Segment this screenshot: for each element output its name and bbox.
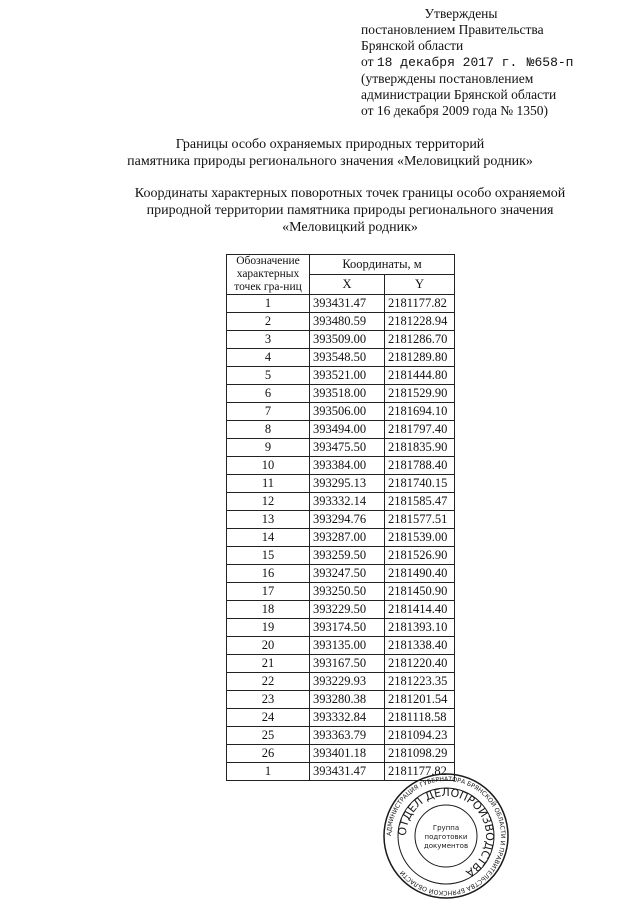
x-coordinate-cell: 393135.00 <box>310 637 385 655</box>
x-coordinate-cell: 393167.50 <box>310 655 385 673</box>
point-number-cell: 13 <box>227 511 310 529</box>
y-coordinate-cell: 2181694.10 <box>385 403 455 421</box>
x-coordinate-cell: 393229.93 <box>310 673 385 691</box>
approval-heading: Утверждены <box>424 6 498 21</box>
point-number-cell: 18 <box>227 601 310 619</box>
table-caption <box>100 185 600 236</box>
point-number-cell: 5 <box>227 367 310 385</box>
y-coordinate-cell: 2181414.40 <box>385 601 455 619</box>
y-coordinate-cell: 2181118.58 <box>385 709 455 727</box>
x-coordinate-cell: 393521.00 <box>310 367 385 385</box>
table-row <box>227 493 455 511</box>
point-number-cell: 3 <box>227 331 310 349</box>
x-coordinate-cell: 393250.50 <box>310 583 385 601</box>
approval-date-prefix: от <box>361 54 374 69</box>
table-caption-line: природной территории памятника природы регионального значения <box>146 203 554 218</box>
stamp-center-line: документов <box>423 842 469 850</box>
header-coordinates: Координаты, м <box>310 255 455 275</box>
x-coordinate-cell: 393259.50 <box>310 547 385 565</box>
header-point-label: Обозначение характерных точек гра-ниц <box>227 255 310 295</box>
y-coordinate-cell: 2181835.90 <box>385 439 455 457</box>
point-number-cell: 7 <box>227 403 310 421</box>
x-coordinate-cell: 393247.50 <box>310 565 385 583</box>
table-row <box>227 529 455 547</box>
x-coordinate-cell: 393431.47 <box>310 763 385 781</box>
x-coordinate-cell: 393332.84 <box>310 709 385 727</box>
point-number-cell: 9 <box>227 439 310 457</box>
table-row <box>227 349 455 367</box>
approval-line: администрации Брянской области <box>361 87 557 102</box>
approval-line: Брянской области <box>361 38 464 53</box>
table-caption-line: «Меловицкий родник» <box>282 220 418 235</box>
header-y: Y <box>385 275 455 295</box>
table-row <box>227 691 455 709</box>
coordinates-table-body <box>227 295 455 781</box>
x-coordinate-cell: 393287.00 <box>310 529 385 547</box>
stamp-ring-text: ОТДЕЛ ДЕЛОПРОИЗВОДСТВА <box>395 785 497 880</box>
table-row <box>227 745 455 763</box>
x-coordinate-cell: 393332.14 <box>310 493 385 511</box>
table-row <box>227 655 455 673</box>
point-number-cell: 6 <box>227 385 310 403</box>
x-coordinate-cell: 393548.50 <box>310 349 385 367</box>
page-title <box>0 136 640 170</box>
x-coordinate-cell: 393494.00 <box>310 421 385 439</box>
y-coordinate-cell: 2181577.51 <box>385 511 455 529</box>
x-coordinate-cell: 393174.50 <box>310 619 385 637</box>
y-coordinate-cell: 2181529.90 <box>385 385 455 403</box>
official-stamp <box>382 772 510 900</box>
approval-date-value: 18 декабря 2017 г. <box>376 55 518 70</box>
x-coordinate-cell: 393509.00 <box>310 331 385 349</box>
y-coordinate-cell: 2181223.35 <box>385 673 455 691</box>
point-number-cell: 1 <box>227 295 310 313</box>
y-coordinate-cell: 2181585.47 <box>385 493 455 511</box>
point-number-cell: 15 <box>227 547 310 565</box>
y-coordinate-cell: 2181526.90 <box>385 547 455 565</box>
x-coordinate-cell: 393506.00 <box>310 403 385 421</box>
page-title-line: памятника природы регионального значения «Меловицкий родник» <box>127 154 533 169</box>
x-coordinate-cell: 393280.38 <box>310 691 385 709</box>
point-number-cell: 16 <box>227 565 310 583</box>
point-number-cell: 19 <box>227 619 310 637</box>
table-row <box>227 547 455 565</box>
y-coordinate-cell: 2181338.40 <box>385 637 455 655</box>
point-number-cell: 23 <box>227 691 310 709</box>
approval-date-line <box>361 54 621 71</box>
x-coordinate-cell: 393295.13 <box>310 475 385 493</box>
y-coordinate-cell: 2181220.40 <box>385 655 455 673</box>
x-coordinate-cell: 393229.50 <box>310 601 385 619</box>
y-coordinate-cell: 2181797.40 <box>385 421 455 439</box>
y-coordinate-cell: 2181450.90 <box>385 583 455 601</box>
table-row <box>227 367 455 385</box>
y-coordinate-cell: 2181393.10 <box>385 619 455 637</box>
x-coordinate-cell: 393294.76 <box>310 511 385 529</box>
point-number-cell: 26 <box>227 745 310 763</box>
stamp-center-line: Группа <box>432 824 460 832</box>
page-title-line: Границы особо охраняемых природных территорий <box>175 137 485 152</box>
table-row <box>227 475 455 493</box>
coordinates-table <box>226 254 455 781</box>
y-coordinate-cell: 2181201.54 <box>385 691 455 709</box>
y-coordinate-cell: 2181539.00 <box>385 529 455 547</box>
table-row <box>227 511 455 529</box>
point-number-cell: 8 <box>227 421 310 439</box>
approval-line: постановлением Правительства <box>361 22 544 37</box>
table-row <box>227 295 455 313</box>
table-row <box>227 439 455 457</box>
y-coordinate-cell: 2181098.29 <box>385 745 455 763</box>
point-number-cell: 22 <box>227 673 310 691</box>
point-number-cell: 25 <box>227 727 310 745</box>
point-number-cell: 1 <box>227 763 310 781</box>
table-row <box>227 601 455 619</box>
point-number-cell: 2 <box>227 313 310 331</box>
table-row <box>227 619 455 637</box>
y-coordinate-cell: 2181177.82 <box>385 295 455 313</box>
table-row <box>227 331 455 349</box>
point-number-cell: 20 <box>227 637 310 655</box>
y-coordinate-cell: 2181177.82 <box>385 763 455 781</box>
approval-line: от 16 декабря 2009 года № 1350) <box>361 103 549 118</box>
y-coordinate-cell: 2181788.40 <box>385 457 455 475</box>
table-row <box>227 565 455 583</box>
table-row <box>227 709 455 727</box>
y-coordinate-cell: 2181094.23 <box>385 727 455 745</box>
table-row <box>227 637 455 655</box>
point-number-cell: 10 <box>227 457 310 475</box>
approval-number-value: №658-п <box>526 55 574 70</box>
table-caption-line: Координаты характерных поворотных точек границы особо охраняемой <box>134 186 566 201</box>
y-coordinate-cell: 2181286.70 <box>385 331 455 349</box>
x-coordinate-cell: 393363.79 <box>310 727 385 745</box>
point-number-cell: 21 <box>227 655 310 673</box>
x-coordinate-cell: 393480.59 <box>310 313 385 331</box>
point-number-cell: 14 <box>227 529 310 547</box>
y-coordinate-cell: 2181490.40 <box>385 565 455 583</box>
table-row <box>227 385 455 403</box>
x-coordinate-cell: 393384.00 <box>310 457 385 475</box>
y-coordinate-cell: 2181289.80 <box>385 349 455 367</box>
stamp-center-line: подготовки <box>424 833 468 841</box>
y-coordinate-cell: 2181740.15 <box>385 475 455 493</box>
table-row <box>227 583 455 601</box>
table-row <box>227 457 455 475</box>
point-number-cell: 17 <box>227 583 310 601</box>
table-row <box>227 403 455 421</box>
point-number-cell: 24 <box>227 709 310 727</box>
x-coordinate-cell: 393518.00 <box>310 385 385 403</box>
point-number-cell: 12 <box>227 493 310 511</box>
x-coordinate-cell: 393431.47 <box>310 295 385 313</box>
table-row <box>227 727 455 745</box>
point-number-cell: 11 <box>227 475 310 493</box>
point-number-cell: 4 <box>227 349 310 367</box>
header-x: X <box>310 275 385 295</box>
approval-line: (утверждены постановлением <box>361 71 534 86</box>
table-row <box>227 421 455 439</box>
y-coordinate-cell: 2181444.80 <box>385 367 455 385</box>
stamp-outer-text: АДМИНИСТРАЦИЯ ГУБЕРНАТОРА БРЯНСКОЙ ОБЛАСТИ И ПРАВИТЕЛЬСТВА БРЯНСКОЙ ОБЛАСТИ <box>385 775 507 897</box>
approval-block <box>361 6 621 119</box>
y-coordinate-cell: 2181228.94 <box>385 313 455 331</box>
x-coordinate-cell: 393401.18 <box>310 745 385 763</box>
table-row <box>227 313 455 331</box>
x-coordinate-cell: 393475.50 <box>310 439 385 457</box>
table-row <box>227 673 455 691</box>
